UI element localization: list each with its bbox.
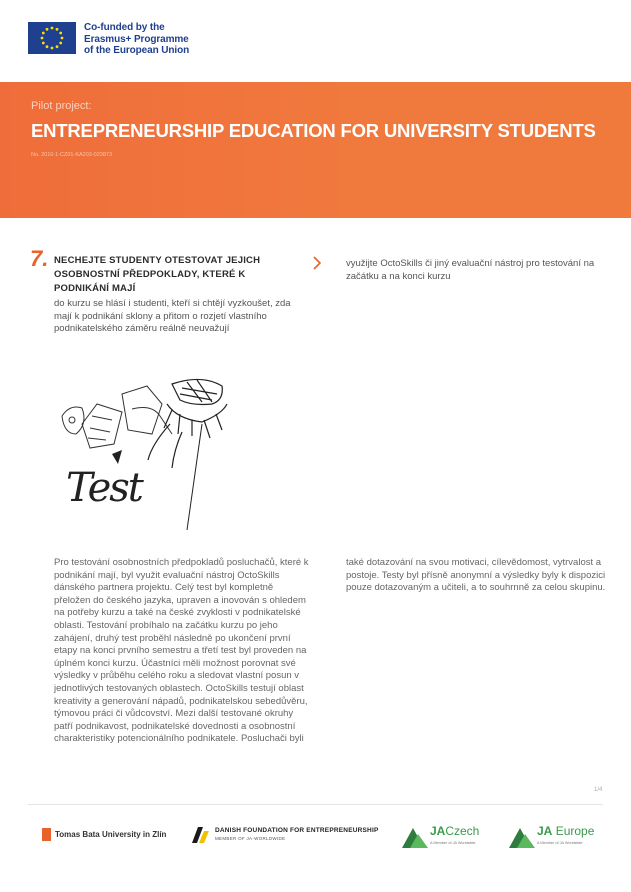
ja-prefix: JA	[537, 824, 553, 838]
tbu-logo	[42, 828, 166, 841]
body-line: jednotlivých testovaných oblastech. OctoSkills testují oblast	[54, 682, 304, 694]
body-line: úplném konci kurzu. Účastníci měli možnost porovnat své	[54, 657, 296, 669]
body-line: Pro testování osobnostních předpokladů posluchačů, které k	[54, 557, 309, 568]
banner-kicker: Pilot project:	[31, 100, 92, 112]
body-right-column	[346, 557, 608, 595]
tbu-mark-icon	[42, 828, 51, 841]
ja-europe-logo	[509, 826, 594, 848]
eu-flag-icon	[28, 22, 76, 54]
section-number: 7.	[30, 246, 49, 271]
body-line: oblasti. Testování probíhalo na začátku kurzu po jeho	[54, 619, 278, 631]
eu-text-line: of the European Union	[84, 45, 190, 56]
recommendation-text	[346, 258, 606, 283]
body-line: charakteristiky potencionálního podnikatele. Posluchači byli	[54, 733, 304, 745]
title-banner	[0, 82, 631, 218]
ja-prefix: JA	[430, 824, 446, 838]
footer-divider	[28, 804, 603, 805]
ja-europe-sub: A Member of JA Worldwide	[537, 841, 583, 845]
section-intro	[54, 298, 314, 336]
body-line: výsledky v průběhu celého roku a sledovat vlastní posun v	[54, 670, 300, 682]
body-line: podnikání mají, byl využit evaluační nástroj OctoSkills	[54, 569, 280, 581]
ja-czech-logo	[402, 826, 479, 848]
page-title: ENTREPRENEURSHIP EDUCATION FOR UNIVERSITY STUDENTS	[31, 120, 596, 141]
body-line: pouze dotazovaným a učiteli, a to souhrnně za celou skupinu.	[346, 582, 606, 594]
ja-country: Czech	[445, 824, 480, 838]
ja-czech-name	[430, 826, 479, 836]
eu-cofunded-text	[84, 22, 189, 57]
body-line: patří podnikavost, podnikatelské dovednosti a osobnostní	[54, 720, 296, 732]
heading-line: NECHEJTE STUDENTY OTESTOVAT JEJICH	[54, 255, 261, 266]
body-line: etapy na konci prvního semestru a třetí test byl proveden na	[54, 645, 307, 657]
tbu-name: Tomas Bata University in Zlín	[55, 830, 167, 839]
heading-line: OSOBNOSTNÍ PŘEDPOKLADY, KTERÉ K	[54, 269, 246, 280]
body-line: na potřeby kurzu a také na české zvyklosti v podnikatelské	[54, 607, 301, 619]
ja-mountain-icon	[402, 826, 428, 848]
intro-line: mají k podnikání sklony a přitom o rozjetí vlastního	[54, 310, 267, 322]
body-left-column	[54, 557, 316, 746]
dfe-member: MEMBER OF JA-WORLDWIDE	[215, 836, 286, 841]
dfe-mark-icon	[192, 827, 210, 843]
eu-text-line: Erasmus+ Programme	[84, 33, 189, 45]
body-line: dánského partnera projektu. Celý test byl kompletně	[54, 582, 274, 594]
ja-czech-text	[430, 826, 479, 848]
body-line: týmovou práci či vůdcovství. Mezi další testované okruhy	[54, 708, 294, 720]
body-line: postoje. Testy byl přísně anonymní a výsledky byly k dispozici	[346, 569, 606, 581]
test-word: Test	[66, 465, 142, 511]
dfe-name: DANISH FOUNDATION FOR ENTREPRENEURSHIP	[215, 827, 379, 834]
page-number: 1/4	[594, 787, 603, 793]
body-line: přeložen do českého jazyka, upraven a inovován s ohledem	[54, 594, 306, 606]
recommendation-line: využijte OctoSkills či jiný evaluační nástroj pro testování na	[346, 258, 595, 269]
ja-region: Europe	[555, 824, 595, 838]
body-line: zahájení, druhý test proběhl následně po ukončení první	[54, 632, 291, 644]
eu-cofunded-badge	[28, 22, 189, 57]
ja-czech-sub: A Member of JA Worldwide	[430, 841, 476, 845]
heading-line: PODNIKÁNÍ MAJÍ	[54, 283, 136, 294]
project-code: No. 2016-1-CZ01-KA203-023873	[31, 152, 113, 158]
ja-mountain-icon	[509, 826, 535, 848]
ja-europe-name	[537, 826, 594, 836]
dfe-text	[215, 827, 379, 843]
body-line: také dotazování na svou motivaci, cílevědomost, vytrvalost a	[346, 557, 602, 568]
chevron-right-icon	[312, 255, 322, 271]
body-line: kreativity a generování nápadů, podnikatelskou sebedůvěru,	[54, 695, 308, 707]
eu-text-line: Co-funded by the	[84, 22, 165, 33]
intro-line: podnikatelského záměru reálně neuvažují	[54, 323, 230, 334]
dfe-logo	[192, 827, 379, 843]
intro-line: do kurzu se hlásí i studenti, kteří si chtějí vyzkoušet, zda	[54, 298, 291, 309]
recommendation-line: začátku a na konci kurzu	[346, 270, 451, 282]
section-heading	[54, 254, 294, 296]
ja-europe-text	[537, 826, 594, 848]
